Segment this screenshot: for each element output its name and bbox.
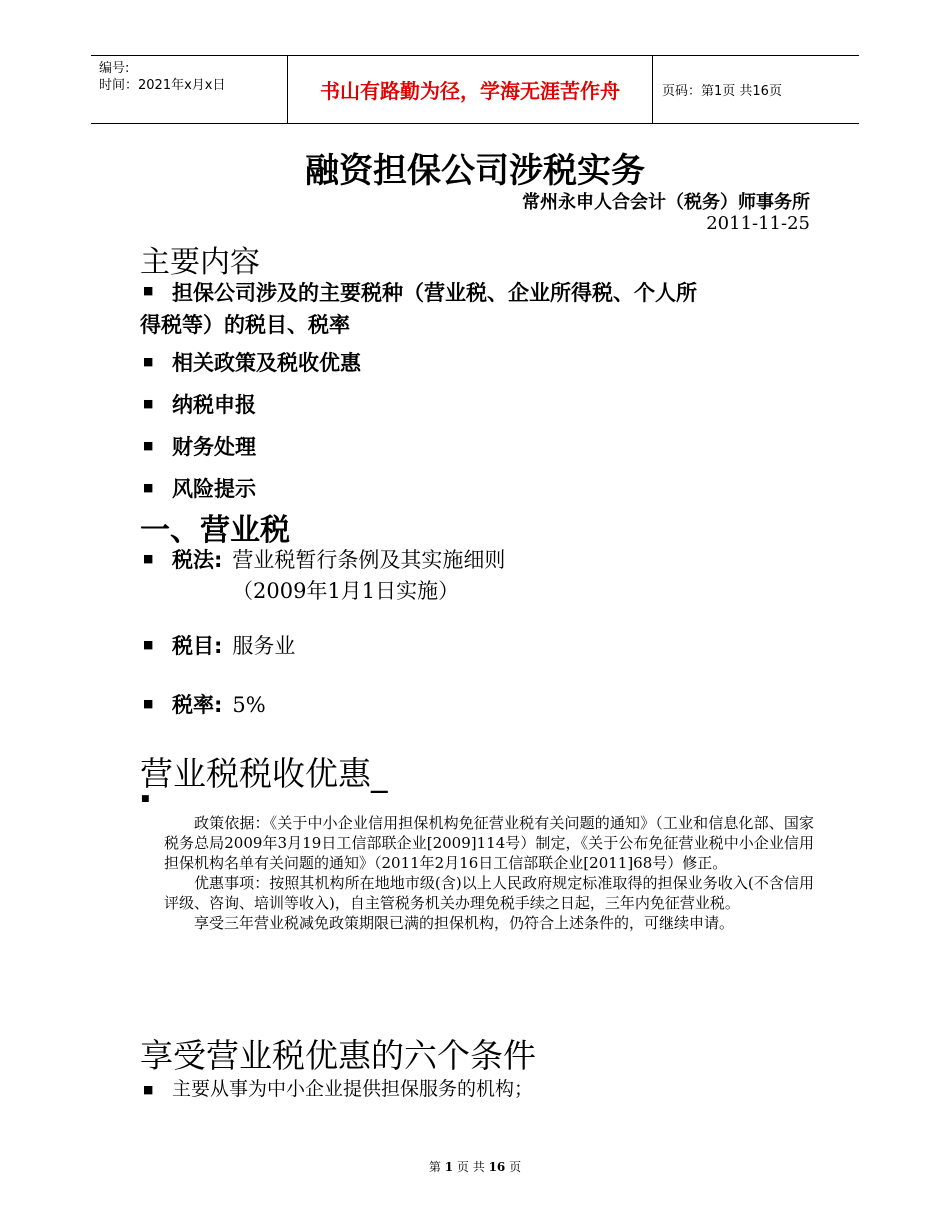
main-content-heading: 主要内容	[140, 245, 260, 280]
bullet-icon: ■	[143, 638, 154, 651]
tax-item-row	[172, 630, 295, 660]
firm-name: 常州永申人合会计（税务）师事务所	[522, 192, 810, 213]
number-label: 编号:	[99, 61, 130, 76]
bullet-icon: ■	[143, 552, 154, 565]
main-content-item: 担保公司涉及的主要税种（营业税、企业所得税、个人所	[172, 281, 697, 305]
main-content-item: 纳税申报	[172, 393, 256, 417]
main-content-item-continued: 得税等）的税目、税率	[140, 313, 350, 337]
bullet-icon: ■	[143, 1083, 154, 1096]
tax-law-label: 税法:	[172, 548, 223, 572]
header-motto: 书山有路勤为径，学海无涯苦作舟	[287, 56, 653, 123]
page-footer	[0, 1158, 950, 1175]
condition-item: 主要从事为中小企业提供担保服务的机构；	[172, 1078, 534, 1100]
business-tax-heading: 一、营业税	[140, 513, 290, 548]
tax-rate-row	[172, 689, 266, 719]
header-page-label: 页码：第1页 共16页	[662, 84, 782, 99]
header-table	[91, 55, 859, 124]
tax-item-value: 服务业	[232, 634, 296, 658]
bullet-icon: ■	[143, 355, 154, 368]
tax-item-label: 税目:	[172, 634, 223, 658]
renewal-paragraph: 享受三年营业税减免政策期限已满的担保机构，仍符合上述条件的，可继续申请。	[194, 914, 735, 932]
preference-heading: 营业税税收优惠_	[140, 754, 388, 793]
conditions-heading: 享受营业税优惠的六个条件	[140, 1036, 536, 1075]
bullet-icon: ■	[143, 439, 154, 452]
bullet-icon: ■	[143, 397, 154, 410]
bullet-icon: ■	[143, 697, 154, 710]
preference-paragraphs	[164, 813, 814, 933]
main-content-item: 风险提示	[172, 477, 256, 501]
footer-page-number: 1	[444, 1160, 454, 1174]
main-content-item: 相关政策及税收优惠	[172, 351, 361, 375]
time-label: 时间：2021年x月x日	[99, 78, 226, 93]
bullet-icon: ■	[143, 284, 154, 297]
bullet-icon: ■	[143, 481, 154, 494]
tax-law-value: 营业税暂行条例及其实施细则	[232, 548, 506, 572]
document-date: 2011-11-25	[706, 213, 810, 234]
preference-item-paragraph: 优惠事项：按照其机构所在地地市级(含)以上人民政府规定标准取得的担保业务收入(不含信用评级、咨询、培训等收入)，自主管税务机关办理免税手续之日起，三年内免征营业税。	[164, 874, 814, 912]
main-content-item: 财务处理	[172, 435, 256, 459]
header-meta	[91, 56, 287, 123]
tax-rate-value: 5%	[232, 693, 266, 717]
policy-basis-paragraph: 政策依据：《关于中小企业信用担保机构免征营业税有关问题的通知》（工业和信息化部、国家税务总局2009年3月19日工信部联企业[2009]114号）制定，《关于公布免征营业税中小企业信用担保机构名单有关问题的通知》（2011年2月16日工信部联企业[2011]68号）修正。	[164, 814, 814, 872]
footer-prefix: 第	[428, 1160, 441, 1174]
bullet-icon: ■	[141, 794, 150, 804]
tax-rate-label: 税率:	[172, 693, 223, 717]
tax-law-row	[172, 544, 505, 574]
footer-total-pages: 16	[488, 1160, 506, 1174]
footer-mid: 页 共	[456, 1160, 485, 1174]
footer-suffix: 页	[509, 1160, 522, 1174]
document-title: 融资担保公司涉税实务	[305, 151, 645, 191]
tax-law-note: （2009年1月1日实施）	[232, 579, 460, 603]
